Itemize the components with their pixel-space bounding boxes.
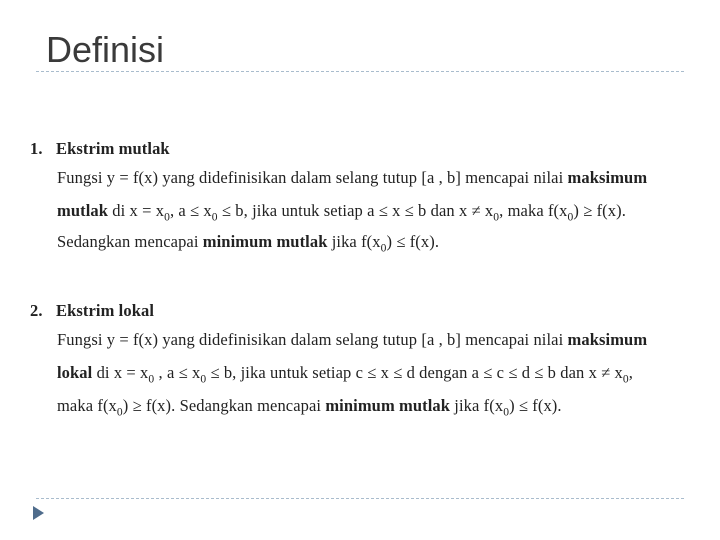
text-run: jika f(x xyxy=(450,396,504,415)
section-heading xyxy=(30,138,710,160)
text-run: jika f(x xyxy=(327,232,381,251)
subscript: 0 xyxy=(200,373,207,386)
subscript: 0 xyxy=(211,211,218,224)
definition-line xyxy=(57,330,647,350)
subscript: 0 xyxy=(622,373,629,386)
text-run: ) ≤ f(x). xyxy=(509,396,562,415)
text-run: Fungsi y = f(x) yang didefinisikan dalam selang tutup [a , b] mencapai nilai xyxy=(57,330,568,349)
text-run: , maka f(x xyxy=(499,201,568,220)
definition-line xyxy=(57,201,626,223)
definition-line xyxy=(57,396,562,418)
section-number: 2. xyxy=(30,301,43,320)
text-run: , a ≤ x xyxy=(169,201,212,220)
text-run: ) ≥ f(x). Sedangkan mencapai xyxy=(122,396,326,415)
subscript: 0 xyxy=(116,406,123,419)
subscript: 0 xyxy=(503,406,510,419)
bold-term: maksimum xyxy=(567,168,648,187)
subscript: 0 xyxy=(164,211,170,224)
text-run: di x = x xyxy=(92,363,149,382)
bold-term: lokal xyxy=(57,363,93,382)
text-run: ) ≥ f(x). xyxy=(573,201,626,220)
bullet-arrow-icon xyxy=(33,506,44,520)
slide-title: Definisi xyxy=(46,29,165,70)
bold-term: minimum mutlak xyxy=(202,232,328,251)
bold-term: minimum mutlak xyxy=(325,396,451,415)
definition-line xyxy=(57,363,633,385)
text-run: maka f(x xyxy=(57,396,117,415)
subscript: 0 xyxy=(380,242,387,255)
text-run: di x = x xyxy=(108,201,165,220)
text-run: Sedangkan mencapai xyxy=(57,232,203,251)
text-run: ≤ b, jika untuk setiap c ≤ x ≤ d dengan a ≤ c ≤ d ≤ b dan x ≠ x xyxy=(206,363,623,382)
text-run: , xyxy=(628,363,633,382)
section-title: Ekstrim lokal xyxy=(56,301,155,320)
section-number: 1. xyxy=(30,139,43,158)
section-heading xyxy=(30,300,710,322)
text-run: ≤ b, jika untuk setiap a ≤ x ≤ b dan x ≠ x xyxy=(217,201,494,220)
definition-line xyxy=(57,168,647,188)
subscript: 0 xyxy=(567,211,574,224)
bold-term: mutlak xyxy=(57,201,109,220)
text-run: , a ≤ x xyxy=(154,363,201,382)
subscript: 0 xyxy=(493,211,500,224)
text-run: Fungsi y = f(x) yang didefinisikan dalam selang tutup [a , b] mencapai nilai xyxy=(57,168,568,187)
footer-divider xyxy=(36,498,684,499)
bold-term: maksimum xyxy=(567,330,648,349)
text-run: ) ≤ f(x). xyxy=(386,232,440,251)
definition-line xyxy=(57,232,439,254)
section-title: Ekstrim mutlak xyxy=(56,139,170,158)
subscript: 0 xyxy=(148,373,155,386)
title-divider xyxy=(36,71,684,72)
